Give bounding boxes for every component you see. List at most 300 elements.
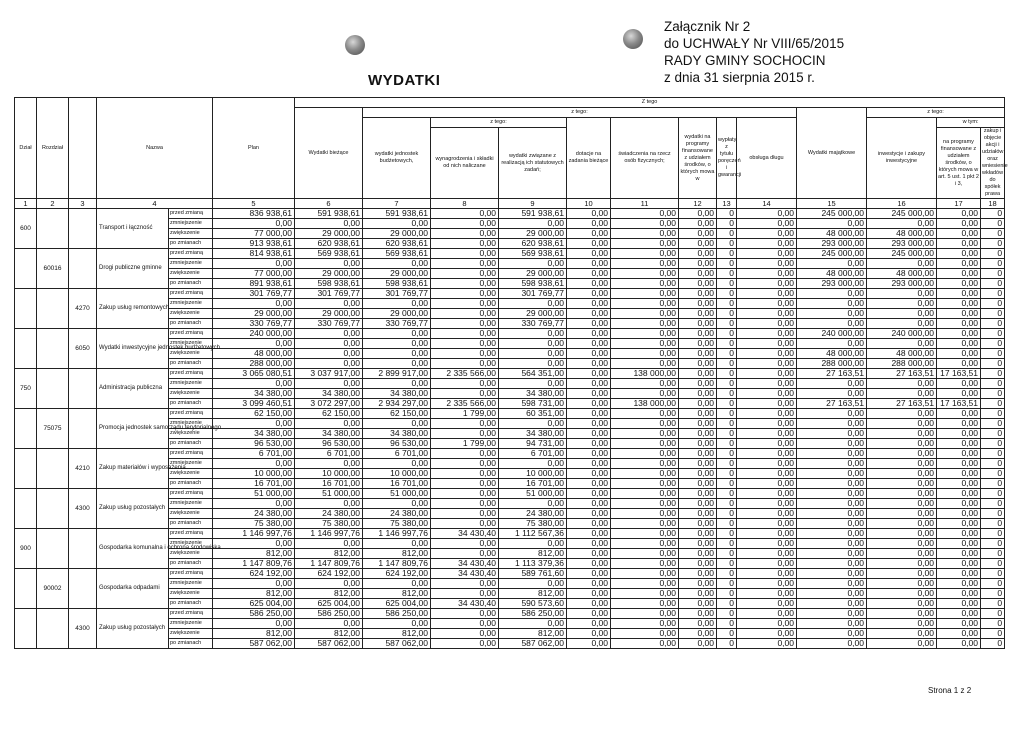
row-state-label: po zmianach [169, 239, 213, 249]
value-cell: 0,00 [611, 249, 679, 259]
value-cell: 0,00 [295, 459, 363, 469]
value-cell: 0,00 [499, 539, 567, 549]
value-cell: 0 [717, 409, 737, 419]
value-cell: 0,00 [363, 349, 431, 359]
value-cell: 51 000,00 [213, 489, 295, 499]
punch-hole-left [345, 35, 365, 55]
value-cell: 0,00 [567, 229, 611, 239]
resolution-number: do UCHWAŁY Nr VIII/65/2015 [664, 36, 845, 51]
expenditure-table [14, 97, 1008, 649]
value-cell: 0,00 [867, 409, 937, 419]
value-cell: 0 [981, 639, 1005, 649]
value-cell: 34 380,00 [363, 429, 431, 439]
value-cell: 0,00 [611, 429, 679, 439]
value-cell: 586 250,00 [213, 609, 295, 619]
value-cell: 77 000,00 [213, 229, 295, 239]
value-cell: 0,00 [797, 389, 867, 399]
item-name: Zakup usług pozostałych [97, 609, 169, 649]
value-cell: 0 [717, 279, 737, 289]
value-cell: 0,00 [567, 599, 611, 609]
value-cell: 0,00 [679, 359, 717, 369]
value-cell: 0,00 [611, 469, 679, 479]
value-cell: 0 [717, 619, 737, 629]
value-cell: 0,00 [937, 409, 981, 419]
value-cell: 0,00 [937, 319, 981, 329]
value-cell: 0 [717, 629, 737, 639]
value-cell: 0,00 [567, 279, 611, 289]
value-cell: 0,00 [611, 609, 679, 619]
col-na-programy: na programy finansowane z udziałem środków, o których mowa w art. 5 ust. 1 pkt 2 i 3, [937, 128, 981, 199]
value-cell: 0,00 [431, 639, 499, 649]
value-cell: 0,00 [737, 599, 797, 609]
value-cell: 0,00 [363, 359, 431, 369]
column-number: 5 [213, 199, 295, 209]
row-state-label: przed zmianą [169, 609, 213, 619]
value-cell: 0,00 [737, 539, 797, 549]
row-state-label: zwiększenie [169, 389, 213, 399]
value-cell: 0,00 [363, 299, 431, 309]
value-cell: 591 938,61 [295, 209, 363, 219]
value-cell: 0,00 [567, 369, 611, 379]
value-cell: 0,00 [737, 309, 797, 319]
value-cell: 624 192,00 [363, 569, 431, 579]
value-cell: 0,00 [611, 639, 679, 649]
value-cell: 0 [717, 259, 737, 269]
value-cell: 0,00 [567, 639, 611, 649]
value-cell: 0,00 [567, 609, 611, 619]
value-cell: 0,00 [679, 549, 717, 559]
value-cell: 3 099 460,51 [213, 399, 295, 409]
value-cell: 0,00 [679, 539, 717, 549]
value-cell: 0,00 [867, 569, 937, 579]
value-cell: 0,00 [611, 239, 679, 249]
value-cell: 330 769,77 [295, 319, 363, 329]
value-cell: 60 351,00 [499, 409, 567, 419]
value-cell: 0,00 [937, 459, 981, 469]
paragraf-cell [69, 409, 97, 449]
value-cell: 0,00 [679, 309, 717, 319]
value-cell: 0,00 [867, 489, 937, 499]
value-cell: 0,00 [567, 559, 611, 569]
column-number: 11 [611, 199, 679, 209]
value-cell: 0,00 [679, 479, 717, 489]
value-cell: 0 [981, 559, 1005, 569]
value-cell: 0,00 [295, 379, 363, 389]
value-cell: 0,00 [567, 449, 611, 459]
value-cell: 0 [981, 239, 1005, 249]
rozdzial-cell [37, 449, 69, 489]
table-row [15, 329, 1005, 339]
value-cell: 0,00 [567, 519, 611, 529]
value-cell: 0,00 [431, 269, 499, 279]
value-cell: 0 [981, 319, 1005, 329]
value-cell: 0 [981, 499, 1005, 509]
value-cell: 0,00 [937, 509, 981, 519]
value-cell: 0 [981, 449, 1005, 459]
value-cell: 1 146 997,76 [213, 529, 295, 539]
value-cell: 0 [717, 469, 737, 479]
value-cell: 0,00 [679, 319, 717, 329]
value-cell: 2 335 566,00 [431, 399, 499, 409]
value-cell: 0 [717, 549, 737, 559]
value-cell: 0,00 [431, 469, 499, 479]
row-state-label: przed zmianą [169, 489, 213, 499]
value-cell: 0,00 [679, 629, 717, 639]
row-state-label: przed zmianą [169, 209, 213, 219]
value-cell: 0,00 [737, 279, 797, 289]
value-cell: 0,00 [431, 509, 499, 519]
value-cell: 0,00 [499, 299, 567, 309]
value-cell: 0 [981, 619, 1005, 629]
col-wyplaty-poreczen: wypłaty z tytułu poręczeń i gwarancji [717, 118, 737, 199]
value-cell: 836 938,61 [213, 209, 295, 219]
value-cell: 0,00 [431, 319, 499, 329]
value-cell: 0,00 [797, 319, 867, 329]
value-cell: 34 380,00 [363, 389, 431, 399]
value-cell: 0,00 [679, 419, 717, 429]
value-cell: 62 150,00 [213, 409, 295, 419]
value-cell: 0 [717, 559, 737, 569]
value-cell: 0,00 [737, 639, 797, 649]
value-cell: 587 062,00 [363, 639, 431, 649]
value-cell: 17 163,51 [937, 399, 981, 409]
value-cell: 0,00 [867, 379, 937, 389]
value-cell: 0 [981, 569, 1005, 579]
value-cell: 0,00 [737, 399, 797, 409]
value-cell: 0,00 [431, 379, 499, 389]
paragraf-cell [69, 529, 97, 569]
value-cell: 240 000,00 [213, 329, 295, 339]
value-cell: 569 938,61 [295, 249, 363, 259]
value-cell: 48 000,00 [867, 349, 937, 359]
value-cell: 245 000,00 [797, 249, 867, 259]
value-cell: 0 [717, 269, 737, 279]
value-cell: 0,00 [937, 579, 981, 589]
value-cell: 0,00 [797, 629, 867, 639]
value-cell: 0,00 [797, 489, 867, 499]
value-cell: 0,00 [679, 269, 717, 279]
table-row [15, 489, 1005, 499]
table-row [15, 209, 1005, 219]
value-cell: 0,00 [363, 499, 431, 509]
dzial-cell: 900 [15, 529, 37, 569]
value-cell: 27 163,51 [867, 399, 937, 409]
value-cell: 591 938,61 [499, 209, 567, 219]
rozdzial-cell [37, 369, 69, 409]
value-cell: 27 163,51 [867, 369, 937, 379]
value-cell: 0,00 [679, 569, 717, 579]
value-cell: 0,00 [567, 219, 611, 229]
value-cell: 0,00 [567, 629, 611, 639]
value-cell: 0,00 [867, 519, 937, 529]
value-cell: 0,00 [797, 519, 867, 529]
value-cell: 0,00 [679, 289, 717, 299]
value-cell: 0 [981, 589, 1005, 599]
value-cell: 0,00 [737, 489, 797, 499]
value-cell: 29 000,00 [499, 229, 567, 239]
value-cell: 0,00 [431, 389, 499, 399]
value-cell: 0 [717, 219, 737, 229]
value-cell: 0,00 [431, 519, 499, 529]
col-wydatki-programy: wydatki na programy finansowane z udziałem środków, o których mowa w [679, 118, 717, 199]
row-state-label: po zmianach [169, 559, 213, 569]
value-cell: 0,00 [567, 349, 611, 359]
col-z-tego-1: z tego: [363, 108, 797, 118]
value-cell: 0,00 [867, 559, 937, 569]
item-name: Gospodarka odpadami [97, 569, 169, 609]
value-cell: 0,00 [797, 449, 867, 459]
value-cell: 0,00 [737, 349, 797, 359]
column-number: 12 [679, 199, 717, 209]
value-cell: 0,00 [737, 339, 797, 349]
col-wydatki-majatkowe: Wydatki majątkowe [797, 108, 867, 199]
row-state-label: po zmianach [169, 319, 213, 329]
value-cell: 0,00 [679, 599, 717, 609]
col-wydatki-statutowe: wydatki związane z realizacją ich statutowych zadań; [499, 128, 567, 199]
value-cell: 0,00 [431, 459, 499, 469]
value-cell: 0,00 [213, 379, 295, 389]
value-cell: 0 [981, 369, 1005, 379]
value-cell: 0,00 [567, 509, 611, 519]
value-cell: 0,00 [797, 539, 867, 549]
value-cell: 0,00 [679, 229, 717, 239]
value-cell: 0,00 [679, 279, 717, 289]
value-cell: 0,00 [431, 429, 499, 439]
value-cell: 2 899 917,00 [363, 369, 431, 379]
value-cell: 586 250,00 [295, 609, 363, 619]
value-cell: 0,00 [797, 289, 867, 299]
value-cell: 0,00 [679, 219, 717, 229]
value-cell: 29 000,00 [295, 229, 363, 239]
value-cell: 29 000,00 [363, 309, 431, 319]
attachment-number: Załącznik Nr 2 [664, 19, 751, 34]
value-cell: 0,00 [867, 319, 937, 329]
value-cell: 0,00 [213, 259, 295, 269]
value-cell: 0 [981, 249, 1005, 259]
column-number: 16 [867, 199, 937, 209]
value-cell: 0,00 [567, 439, 611, 449]
value-cell: 0,00 [611, 389, 679, 399]
value-cell: 0 [717, 489, 737, 499]
value-cell: 0,00 [679, 409, 717, 419]
value-cell: 0,00 [499, 219, 567, 229]
value-cell: 34 430,40 [431, 599, 499, 609]
value-cell: 0,00 [737, 369, 797, 379]
value-cell: 0 [717, 309, 737, 319]
value-cell: 0 [717, 329, 737, 339]
value-cell: 0 [717, 319, 737, 329]
value-cell: 0,00 [611, 269, 679, 279]
value-cell: 0,00 [737, 219, 797, 229]
value-cell: 0,00 [797, 469, 867, 479]
value-cell: 0,00 [567, 239, 611, 249]
value-cell: 0,00 [213, 499, 295, 509]
table-row [15, 249, 1005, 259]
column-number: 7 [363, 199, 431, 209]
value-cell: 569 938,61 [363, 249, 431, 259]
value-cell: 288 000,00 [797, 359, 867, 369]
row-state-label: przed zmianą [169, 449, 213, 459]
value-cell: 564 351,00 [499, 369, 567, 379]
value-cell: 0 [717, 339, 737, 349]
value-cell: 0,00 [431, 259, 499, 269]
value-cell: 138 000,00 [611, 369, 679, 379]
value-cell: 0,00 [679, 349, 717, 359]
punch-hole-right [623, 29, 643, 49]
value-cell: 0,00 [937, 339, 981, 349]
value-cell: 0,00 [679, 509, 717, 519]
value-cell: 10 000,00 [295, 469, 363, 479]
value-cell: 0,00 [431, 479, 499, 489]
value-cell: 0 [717, 499, 737, 509]
col-zakup-akcji: zakup i objęcie akcji i udziałów oraz wniesienie wkładów do spółek prawa [982, 128, 1008, 197]
table-body [15, 209, 1005, 649]
value-cell: 0,00 [611, 529, 679, 539]
value-cell: 0,00 [611, 579, 679, 589]
paragraf-cell: 4210 [69, 449, 97, 489]
value-cell: 0 [717, 449, 737, 459]
value-cell: 0,00 [867, 299, 937, 309]
value-cell: 0,00 [499, 579, 567, 589]
value-cell: 0,00 [737, 499, 797, 509]
column-number: 13 [717, 199, 737, 209]
value-cell: 0,00 [363, 219, 431, 229]
col-rozdzial: Rozdział [37, 98, 69, 199]
value-cell: 0,00 [363, 579, 431, 589]
value-cell: 0 [981, 429, 1005, 439]
value-cell: 0,00 [737, 519, 797, 529]
col-wydatki-biezace: Wydatki bieżące [295, 108, 363, 199]
value-cell: 0,00 [867, 629, 937, 639]
value-cell: 1 146 997,76 [363, 529, 431, 539]
value-cell: 913 938,61 [213, 239, 295, 249]
value-cell: 0 [717, 519, 737, 529]
value-cell: 0,00 [797, 219, 867, 229]
value-cell: 0,00 [431, 329, 499, 339]
value-cell: 0,00 [431, 249, 499, 259]
value-cell: 0,00 [737, 259, 797, 269]
value-cell: 0 [981, 479, 1005, 489]
value-cell: 0,00 [431, 219, 499, 229]
value-cell: 812,00 [213, 629, 295, 639]
row-state-label: zwiększenie [169, 309, 213, 319]
value-cell: 0,00 [431, 589, 499, 599]
value-cell: 0,00 [797, 559, 867, 569]
dzial-cell: 750 [15, 369, 37, 409]
value-cell: 0,00 [867, 509, 937, 519]
item-name: Zakup usług remontowych [97, 289, 169, 329]
value-cell: 0,00 [611, 409, 679, 419]
value-cell: 0 [717, 589, 737, 599]
value-cell: 0,00 [213, 339, 295, 349]
value-cell: 0,00 [937, 359, 981, 369]
value-cell: 0,00 [937, 469, 981, 479]
value-cell: 0 [981, 629, 1005, 639]
value-cell: 0,00 [797, 639, 867, 649]
value-cell: 0,00 [797, 589, 867, 599]
value-cell: 0,00 [867, 289, 937, 299]
value-cell: 0,00 [611, 629, 679, 639]
value-cell: 0,00 [737, 249, 797, 259]
row-state-label: zwiększenie [169, 629, 213, 639]
value-cell: 0 [717, 209, 737, 219]
value-cell: 0 [981, 529, 1005, 539]
value-cell: 0,00 [611, 539, 679, 549]
rozdzial-cell [37, 209, 69, 249]
row-state-label: przed zmianą [169, 569, 213, 579]
value-cell: 0,00 [797, 439, 867, 449]
value-cell: 0 [981, 229, 1005, 239]
value-cell: 0,00 [611, 259, 679, 269]
value-cell: 0 [717, 369, 737, 379]
value-cell: 0,00 [567, 489, 611, 499]
value-cell: 330 769,77 [499, 319, 567, 329]
value-cell: 0,00 [431, 309, 499, 319]
value-cell: 288 000,00 [867, 359, 937, 369]
row-state-label: zmniejszenie [169, 539, 213, 549]
value-cell: 17 163,51 [937, 369, 981, 379]
value-cell: 0,00 [567, 549, 611, 559]
value-cell: 0,00 [567, 569, 611, 579]
value-cell: 1 112 567,36 [499, 529, 567, 539]
table-row [15, 369, 1005, 379]
value-cell: 0 [717, 289, 737, 299]
value-cell: 0,00 [737, 229, 797, 239]
value-cell: 625 004,00 [295, 599, 363, 609]
paragraf-cell [69, 249, 97, 289]
value-cell: 24 380,00 [363, 509, 431, 519]
value-cell: 0,00 [867, 449, 937, 459]
value-cell: 301 769,77 [499, 289, 567, 299]
value-cell: 0,00 [363, 259, 431, 269]
row-state-label: zwiększenie [169, 269, 213, 279]
value-cell: 0,00 [213, 539, 295, 549]
value-cell: 0,00 [867, 459, 937, 469]
value-cell: 0,00 [937, 529, 981, 539]
value-cell: 301 769,77 [213, 289, 295, 299]
value-cell: 138 000,00 [611, 399, 679, 409]
value-cell: 0,00 [567, 289, 611, 299]
col-w-tym: w tym: [937, 118, 1005, 128]
value-cell: 0,00 [499, 379, 567, 389]
value-cell: 0,00 [937, 559, 981, 569]
value-cell: 0,00 [737, 409, 797, 419]
rozdzial-cell: 75075 [37, 409, 69, 449]
value-cell: 0,00 [679, 459, 717, 469]
value-cell: 0 [717, 539, 737, 549]
value-cell: 0,00 [611, 479, 679, 489]
value-cell: 51 000,00 [295, 489, 363, 499]
value-cell: 814 938,61 [213, 249, 295, 259]
value-cell: 0,00 [431, 299, 499, 309]
value-cell: 0,00 [611, 359, 679, 369]
value-cell: 0,00 [295, 619, 363, 629]
value-cell: 0,00 [937, 269, 981, 279]
value-cell: 0 [981, 599, 1005, 609]
value-cell: 0,00 [937, 439, 981, 449]
value-cell: 0 [981, 539, 1005, 549]
value-cell: 0,00 [867, 389, 937, 399]
value-cell: 0,00 [737, 319, 797, 329]
value-cell: 0,00 [611, 419, 679, 429]
col-wynagrodzenia: wynagrodzenia i składki od nich naliczane [431, 128, 499, 199]
value-cell: 24 380,00 [213, 509, 295, 519]
value-cell: 0,00 [567, 419, 611, 429]
value-cell: 0,00 [567, 299, 611, 309]
value-cell: 6 701,00 [295, 449, 363, 459]
value-cell: 0,00 [499, 419, 567, 429]
value-cell: 0,00 [611, 349, 679, 359]
